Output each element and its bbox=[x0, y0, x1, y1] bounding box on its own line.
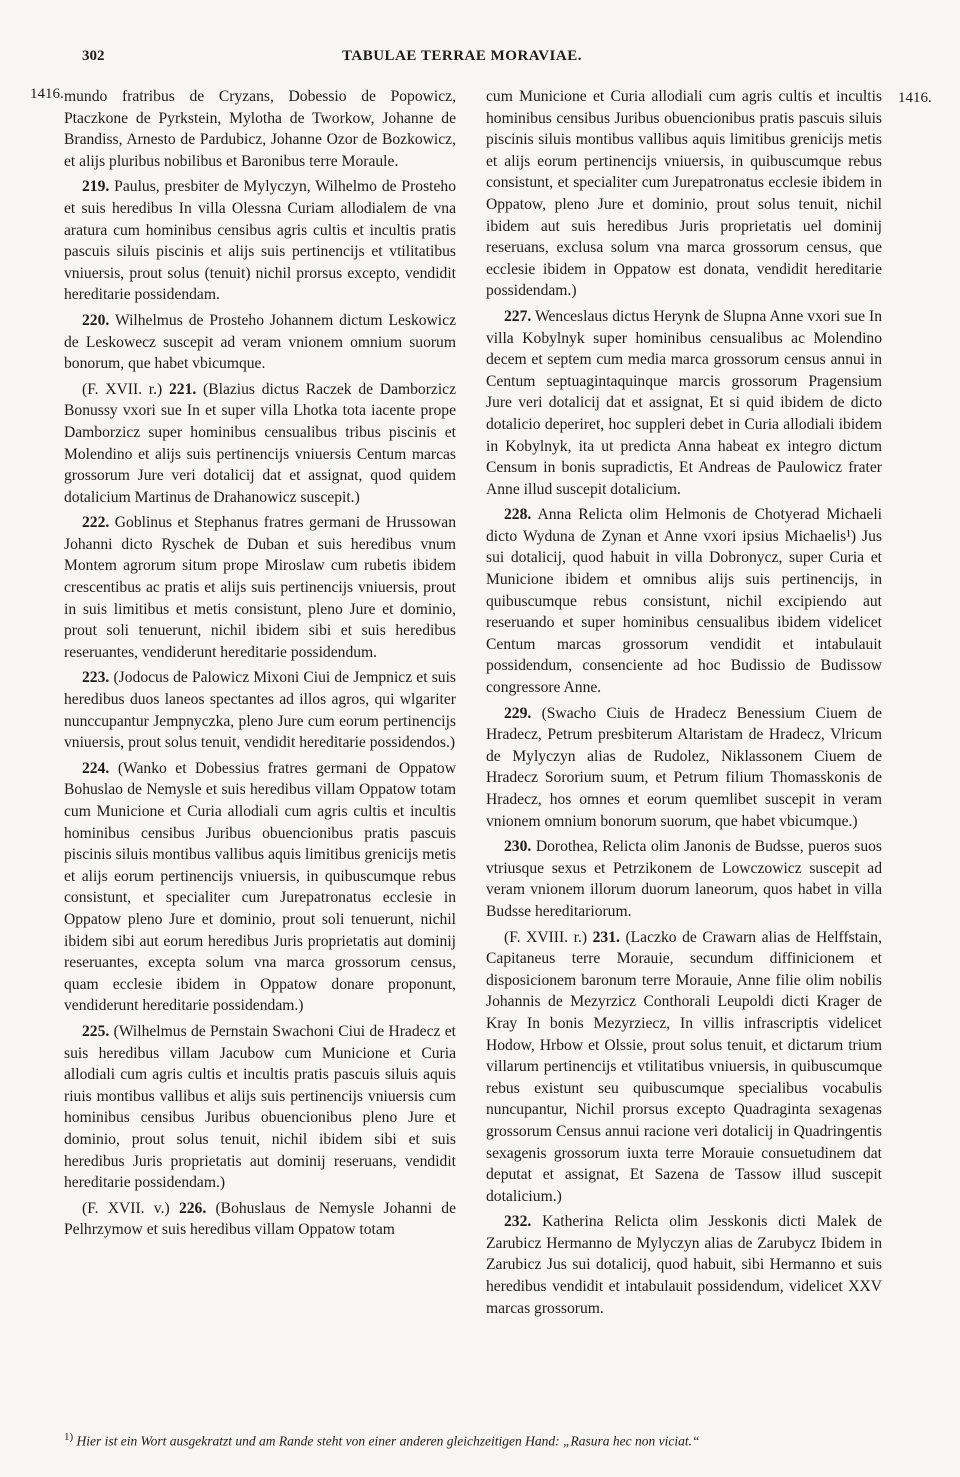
entry-number: 228. bbox=[504, 506, 532, 524]
entry-number: 224. bbox=[82, 759, 110, 777]
entry-paragraph bbox=[486, 836, 882, 922]
entry-text: Goblinus et Stephanus fratres germani de Hrussowan Johanni dicto Ryschek de Duban et suis heredibus vnum Montem agrorum situm prope Miroslaw cum rubetis ibidem crescentibus ac pratis et alijs suis pertinencijs vniuersis, prout in suis limitibus et metis consistunt, pleno Jure et dominio, prout soli tenuerunt, nichil ibidem sibi et suis heredibus reseruantes, vendiderunt hereditarie possidendum. bbox=[64, 514, 456, 661]
entry-text: (Bohuslaus de Nemysle Johanni de Pelhrzymow et suis heredibus villam Oppatow totam bbox=[64, 1199, 456, 1239]
continued-paragraph bbox=[64, 86, 456, 172]
entry-number: 231. bbox=[592, 928, 620, 946]
entry-paragraph bbox=[486, 306, 882, 500]
entry-number: 219. bbox=[82, 178, 110, 196]
entry-paragraph bbox=[64, 379, 456, 509]
folio-reference: (F. XVII. r.) bbox=[82, 380, 163, 398]
entry-text: Dorothea, Relicta olim Janonis de Budsse, pueros suos vtriusque sexus et Petrzikonem de Lowczowicz suscepit ad veram vnionem illorum duorum laneorum, quos habet in villa Budsse hereditariorum. bbox=[486, 838, 883, 920]
entry-text: (Wilhelmus de Pernstain Swachoni Ciui de Hradecz et suis heredibus villam Jacubow cum Municione et Curia allodiali cum agris cultis et incultis pratis pascuis siluis aquis riuis montibus vallibus et alijs suis pertinencijs vniuersis cum hominibus censibus Juribus obuencionibus pleno Jure et dominio, prout solus tenuit, nichil ibidem sibi et suis heredibus Juris proprietatis aut dominij reseruans, vendidit hereditarie possidendam.) bbox=[64, 1022, 456, 1192]
entry-text: Katherina Relicta olim Jesskonis dicti Malek de Zarubicz Hermanno de Mylyczyn alias de Zarubycz Ibidem in Zarubicz Jus sui dotalicij, quod habuit, sibi Hermanno et suis heredibus vendidit et intabulauit possidendum, videlicet XXV marcas grossorum. bbox=[486, 1213, 883, 1317]
entry-paragraph bbox=[486, 1211, 882, 1319]
entry-text: Anna Relicta olim Helmonis de Chotyerad Michaeli dicto Wyduna de Zynan et Anne vxori ipsius Michaelis¹) Jus sui dotalicij, quod habuit in villa Dobronycz, super Curia et Municione ibidem et omnibus alijs suis pertinencijs, in quibuscumque rebus consistunt, nichil excipiendo aut reseruando et super hominibus censualibus ibidem videlicet Centum marcas grossorum vendidit et intabulauit possidendum, consenciente ad hoc Budissio de Budissow congressore Anne. bbox=[486, 506, 882, 697]
entry-paragraph bbox=[64, 176, 456, 306]
footnote-mark: 1) bbox=[64, 1431, 74, 1443]
entry-paragraph bbox=[486, 504, 882, 698]
margin-year-right: 1416. bbox=[898, 90, 932, 106]
entry-text: Wilhelmus de Prosteho Johannem dictum Leskowicz de Leskowecz suscepit ad veram vnionem omnium suorum bonorum, que habet vbicumque. bbox=[64, 311, 456, 373]
entry-number: 229. bbox=[504, 704, 532, 722]
folio-reference: (F. XVIII. r.) bbox=[504, 928, 588, 946]
page-header bbox=[0, 48, 960, 72]
entry-text: Paulus, presbiter de Mylyczyn, Wilhelmo de Prosteho et suis heredibus In villa Olessna Curiam allodialem de vna aratura cum hominibus censibus agris cultis et incultis pratis pascuis siluis piscinis et alijs suis pertinencijs et vtilitatibus vniuersis, prout solus (tenuit) nichil prorsus excepto, vendidit hereditarie possidendam. bbox=[64, 178, 456, 304]
entry-paragraph bbox=[486, 927, 882, 1208]
entry-paragraph bbox=[64, 512, 456, 663]
entry-paragraph bbox=[64, 1021, 456, 1194]
entry-text: (Wanko et Dobessius fratres germani de Oppatow Bohuslao de Nemysle et suis heredibus villam Oppatow totam cum Municione et Curia allodiali cum agris cultis et incultis hominibus censibus Juribus obuencionibus pratis pascuis piscinis siluis montibus vallibus aquis limitibus grenicijs metis et alijs eorum pertinencijs vniuersis, in quibuscumque rebus consistunt, et specialiter cum Jurepatronatus ecclesie in Oppatow pleno Jure et dominio, prout soli tenuerunt, nichil ibidem sibi aut eorum heredibus Juris proprietatis aut dominij reseruantes, excepta solum vna marca grossorum census, quam ecclesie ibidem in Oppatow donare proponunt, vendiderunt hereditarie possidendam.) bbox=[64, 759, 456, 1015]
entry-text: mundo fratribus de Cryzans, Dobessio de Popowicz, Ptaczkone de Pyrkstein, Mylotha de Tworkow, Johanne de Brandiss, Arnesto de Pardubicz, Johanne Ozor de Bozkowicz, et alijs pluribus nobilibus et Baronibus terre Moraule. bbox=[64, 88, 456, 170]
continued-paragraph bbox=[486, 86, 882, 302]
entry-text: cum Municione et Curia allodiali cum agris cultis et incultis hominibus censibus Juribus obuencionibus pratis pascuis siluis piscinis siluis montibus vallibus aquis limitibus grenicijs metis et alijs eorum pertinencijs vniuersis, in quibuscumque rebus consistunt, et specialiter cum Jurepatronatus ecclesie ibidem in Oppatow, pleno Jure et dominio, prout solus tenuit, nichil ibidem aut suis heredibus Juris proprietatis uel dominij reseruans, exclusa solum vna marca grossorum census, que ecclesie ibidem in Oppatow est donata, vendidit hereditarie possidendam.) bbox=[486, 88, 882, 300]
folio-reference: (F. XVII. v.) bbox=[82, 1199, 170, 1217]
entry-paragraph bbox=[64, 1198, 456, 1241]
entry-number: 225. bbox=[82, 1022, 110, 1040]
entry-paragraph bbox=[486, 703, 882, 833]
right-column bbox=[486, 86, 882, 1323]
entry-text: Wenceslaus dictus Herynk de Slupna Anne vxori sue In villa Kobylnyk super hominibus censualibus ac Molendino decem et septem cum media marca grossorum census annui in Centum septuagintaquinque marcis grossorum Pragensium Jure veri dotalicij dat et assignat, Et si quid ibidem de dicto dotalicio deperiret, hoc suppleri debet in Curia allodiali ibidem in Kobylnyk, ita ut predicta Anna habeat ex integro dictum Censum in bonis supradictis, Et Andreas de Paulowicz frater Anne illud suscepit dotalicium. bbox=[486, 307, 882, 498]
entry-number: 221. bbox=[168, 380, 197, 398]
entry-text: (Jodocus de Palowicz Mixoni Ciui de Jempnicz et suis heredibus duos laneos spectantes ad illos agros, qui wlgariter nunccupantur Jempnyczka, pleno Jure cum eorum pertinencijs vniuersis, prout solus tenuit, vendidit hereditarie possidendos.) bbox=[64, 669, 456, 752]
page-number: 302 bbox=[82, 48, 105, 64]
footnote-text: Hier ist ein Wort ausgekratzt und am Rande steht von einer anderen gleichzeitigen Hand: „Rasura hec non viciat.“ bbox=[76, 1433, 700, 1449]
entry-number: 230. bbox=[504, 838, 532, 856]
entry-paragraph bbox=[64, 310, 456, 375]
entry-text: (Laczko de Crawarn alias de Helffstain, Capitaneus terre Morauie, secundum diffinicionem et disposicionem baronum terre Morauie, Anne filie olim nobilis Johannis de Mezyrzicz Conthorali Leupoldi dicti Krager de Kray In bonis Mezyrziecz, In villis infrascriptis videlicet Hodow, Hrbow et Olssie, prout solus tenuit, et dictarum trium villarum pertinencijs et vtilitatibus vniuersis, in quibuscumque rebus existunt seu quibuscumque specialibus vocabulis nuncupantur, Nichil prorsus excepto Quadraginta sexagenas grossorum Census annui racione veri dotalicij in Quadringentis sexagenis grossorum iuxta terre Morauie consuetudinem dat deputat et assignat, Et Sazena de Tassow illud suscepit dotalicium.) bbox=[486, 928, 882, 1205]
entry-number: 226. bbox=[178, 1199, 207, 1217]
left-column bbox=[64, 86, 456, 1245]
entry-text: (Blazius dictus Raczek de Damborzicz Bonussy vxori sue In et super villa Lhotka tota iacente prope Damborzicz super hominibus censualibus tribus piscinis et Molendino et alijs suis pertinencijs vniuersis Centum marcas grossorum Jure veri dotalicij dat et assignat, quod quidem dotalicium Martinus de Drahanowicz suscepit.) bbox=[64, 380, 457, 506]
footnote bbox=[64, 1428, 884, 1451]
entry-paragraph bbox=[64, 758, 456, 1017]
entry-number: 227. bbox=[504, 307, 532, 325]
margin-year-left: 1416. bbox=[30, 86, 64, 102]
entry-number: 232. bbox=[504, 1213, 532, 1231]
running-title: TABULAE TERRAE MORAVIAE. bbox=[342, 48, 582, 64]
entry-paragraph bbox=[64, 667, 456, 753]
entry-number: 220. bbox=[82, 311, 110, 329]
entry-number: 222. bbox=[82, 514, 110, 532]
entry-number: 223. bbox=[82, 669, 110, 687]
entry-text: (Swacho Ciuis de Hradecz Benessium Ciuem de Hradecz, Petrum presbiterum Altaristam de Hradecz, Vlricum de Mylyczyn alias de Rudolez, Niklassonem Ciuem de Hradecz Sororium suum, et Petrum filium Thomasskonis de Hradecz, hos omnes et eorum quemlibet suscepit in veram vnionem omnium bonorum suorum, que habet vbicumque.) bbox=[486, 704, 882, 830]
